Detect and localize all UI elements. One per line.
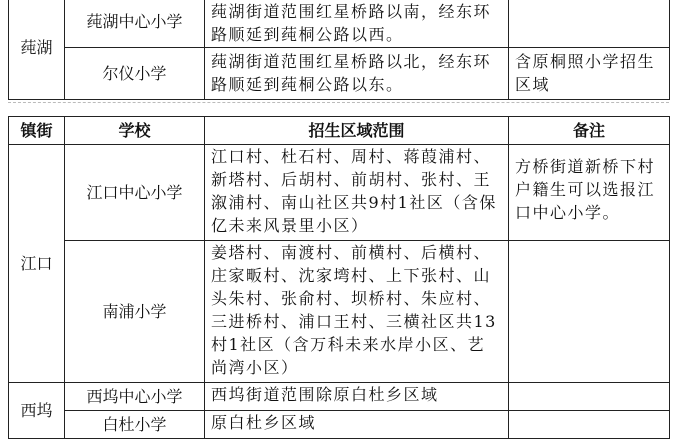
note-cell: 方桥街道新桥下村户籍生可以选报江口中心小学。: [509, 145, 670, 241]
header-note: 备注: [509, 117, 670, 145]
area-cell: 莼湖街道范围红星桥路以北，经东环路顺延到莼桐公路以东。: [205, 48, 509, 100]
note-cell: [509, 0, 670, 48]
school-cell: 莼湖中心小学: [65, 0, 205, 48]
town-cell: 江口: [9, 145, 65, 383]
town-cell: 莼湖: [9, 0, 65, 100]
school-cell: 白杜小学: [65, 411, 205, 439]
table-header-row: [9, 117, 670, 145]
school-cell: 南浦小学: [65, 241, 205, 383]
header-school: 学校: [65, 117, 205, 145]
table-row: [9, 0, 670, 48]
school-cell: 西坞中心小学: [65, 383, 205, 411]
area-cell: 莼湖街道范围红星桥路以南，经东环路顺延到莼桐公路以西。: [205, 0, 509, 48]
school-cell: 尔仪小学: [65, 48, 205, 100]
area-cell: 原白杜乡区域: [205, 411, 509, 439]
note-cell: [509, 383, 670, 411]
table-row: [9, 411, 670, 439]
school-cell: 江口中心小学: [65, 145, 205, 241]
note-cell: [509, 411, 670, 439]
top-enrollment-table: [8, 0, 670, 100]
note-cell: 含原桐照小学招生区域: [509, 48, 670, 100]
note-cell: [509, 241, 670, 383]
area-cell: 姜塔村、南渡村、前横村、后横村、庄家畈村、沈家塆村、上下张村、山头朱村、张俞村、坝桥村、朱应村、三进桥村、浦口王村、三横社区共13村1社区（含万科未来水岸小区、艺尚湾小区）: [205, 241, 509, 383]
area-cell: 西坞街道范围除原白杜乡区域: [205, 383, 509, 411]
header-area: 招生区域范围: [205, 117, 509, 145]
area-cell: 江口村、杜石村、周村、蒋葭浦村、新塔村、后胡村、前胡村、张村、王溆浦村、南山社区共9村1社区（含保亿未来风景里小区）: [205, 145, 509, 241]
table-row: [9, 145, 670, 241]
table-row: [9, 383, 670, 411]
table-row: [9, 241, 670, 383]
table-row: [9, 48, 670, 100]
page-break-divider: [8, 102, 669, 103]
town-cell: 西坞: [9, 383, 65, 439]
enrollment-table: [8, 116, 670, 439]
header-town: 镇街: [9, 117, 65, 145]
